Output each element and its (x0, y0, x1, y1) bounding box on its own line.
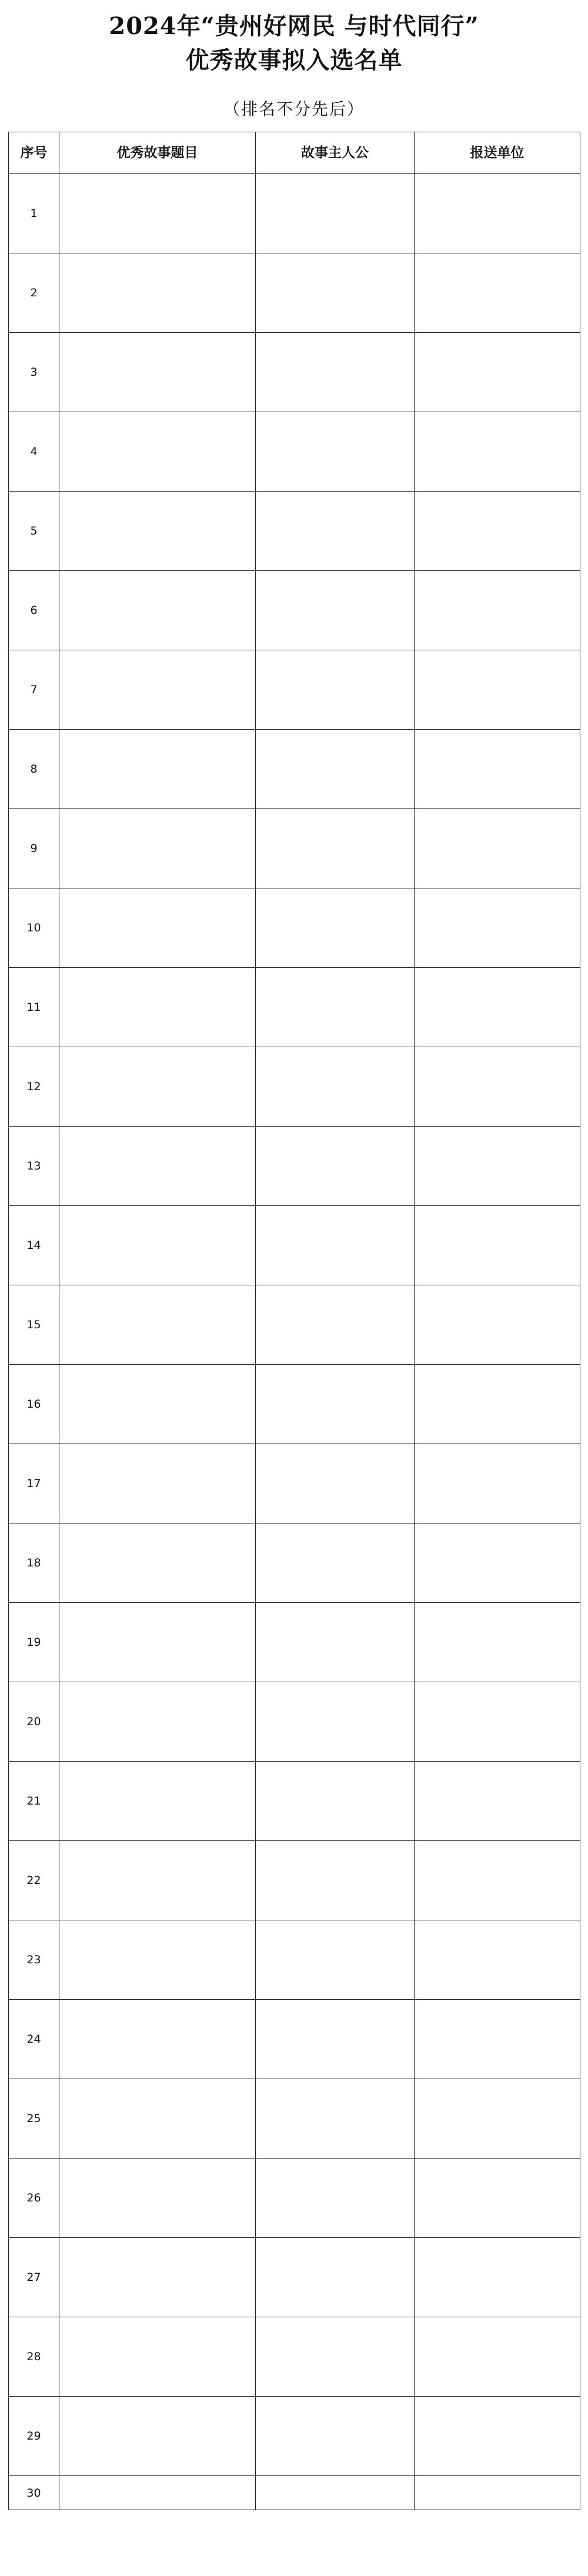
row-number: 29 (9, 2397, 59, 2476)
protagonist-cell (256, 1523, 415, 1603)
submitting-unit-cell (415, 1603, 580, 1682)
table-row (9, 1365, 580, 1444)
submitting-unit-line (419, 362, 575, 382)
protagonist-cell (256, 1047, 415, 1127)
story-title-cell (59, 2397, 256, 2476)
submitting-unit-cell (415, 2397, 580, 2476)
submitting-unit-line (419, 1950, 575, 1970)
submitting-unit-line (419, 1394, 575, 1414)
submitting-unit-cell (415, 1285, 580, 1365)
submitting-unit-cell (415, 650, 580, 730)
protagonist-line (260, 1553, 409, 1573)
protagonist-cell (256, 809, 415, 888)
story-title-line (64, 928, 250, 948)
story-title-cell (59, 1206, 256, 1285)
submitting-unit-line (419, 1632, 575, 1652)
row-number: 9 (9, 809, 59, 888)
protagonist-line (260, 2188, 409, 2208)
story-title-line (64, 352, 250, 372)
row-number: 20 (9, 1682, 59, 1762)
table-row (9, 1682, 580, 1762)
story-title-line (64, 1880, 250, 1900)
protagonist-line (260, 203, 409, 223)
submitting-unit-cell (415, 2238, 580, 2317)
header-submitting-unit: 报送单位 (415, 132, 580, 174)
row-number: 6 (9, 571, 59, 650)
page-title-line-1: 2024年“贵州好网民 与时代同行” (109, 12, 479, 40)
submitting-unit-line (419, 1553, 575, 1573)
protagonist-line (260, 2109, 409, 2129)
protagonist-line (260, 2483, 409, 2503)
protagonist-line (260, 1077, 409, 1097)
table-row (9, 2159, 580, 2238)
submitting-unit-line (419, 2109, 575, 2129)
protagonist-line (260, 1712, 409, 1732)
row-number: 4 (9, 412, 59, 492)
table-row (9, 2000, 580, 2079)
story-title-cell (59, 571, 256, 650)
submitting-unit-line (419, 1870, 575, 1890)
submitting-unit-cell (415, 571, 580, 650)
table-row (9, 412, 580, 492)
story-title-cell (59, 1444, 256, 1523)
story-title-line (64, 1166, 250, 1186)
submitting-unit-cell (415, 2079, 580, 2159)
protagonist-cell (256, 650, 415, 730)
row-number: 27 (9, 2238, 59, 2317)
table-row (9, 1127, 580, 1206)
submitting-unit-cell (415, 2159, 580, 2238)
protagonist-cell (256, 174, 415, 253)
story-title-cell (59, 1285, 256, 1365)
story-title-line (64, 1384, 250, 1404)
story-title-line (64, 2119, 250, 2139)
table-row (9, 571, 580, 650)
protagonist-cell (256, 888, 415, 968)
submitting-unit-line (419, 600, 575, 620)
story-title-line (64, 2337, 250, 2357)
protagonist-line (260, 759, 409, 779)
story-title-line (64, 2198, 250, 2218)
story-title-line (64, 531, 250, 551)
protagonist-cell (256, 2000, 415, 2079)
protagonist-cell (256, 730, 415, 809)
row-number: 21 (9, 1762, 59, 1841)
submitting-unit-line (419, 1077, 575, 1097)
protagonist-cell (256, 1682, 415, 1762)
story-title-line (64, 1087, 250, 1107)
story-title-cell (59, 2159, 256, 2238)
protagonist-line (260, 997, 409, 1017)
story-title-cell (59, 730, 256, 809)
story-title-line (64, 769, 250, 789)
submitting-unit-cell (415, 1841, 580, 1920)
protagonist-line (260, 2029, 409, 2049)
submitting-unit-cell (415, 1365, 580, 1444)
submitting-unit-cell (415, 888, 580, 968)
story-title-line (64, 293, 250, 313)
story-title-line (64, 1007, 250, 1027)
protagonist-line (260, 283, 409, 303)
table-row (9, 492, 580, 571)
submitting-unit-line (419, 2483, 575, 2503)
story-title-line (64, 1960, 250, 1980)
story-title-cell (59, 2079, 256, 2159)
story-title-line (64, 670, 250, 690)
story-title-line (64, 1464, 250, 1484)
row-number: 17 (9, 1444, 59, 1523)
table-body (9, 174, 580, 2510)
submitting-unit-cell (415, 1920, 580, 2000)
story-title-line (64, 1225, 250, 1245)
header-story-title: 优秀故事题目 (59, 132, 256, 174)
protagonist-line (260, 2426, 409, 2446)
table-row (9, 1841, 580, 1920)
protagonist-cell (256, 492, 415, 571)
protagonist-line (260, 1870, 409, 1890)
protagonist-line (260, 362, 409, 382)
story-title-cell (59, 2317, 256, 2397)
submitting-unit-line (419, 283, 575, 303)
protagonist-cell (256, 1206, 415, 1285)
story-title-cell (59, 253, 256, 333)
protagonist-cell (256, 1603, 415, 1682)
story-title-cell (59, 968, 256, 1047)
story-title-cell (59, 650, 256, 730)
table-row (9, 809, 580, 888)
submitting-unit-cell (415, 1206, 580, 1285)
story-title-line (64, 2483, 250, 2503)
table-row (9, 2397, 580, 2476)
story-title-line (64, 213, 250, 233)
story-title-line (64, 1484, 250, 1503)
table-row (9, 1920, 580, 2000)
protagonist-cell (256, 2238, 415, 2317)
story-title-cell (59, 1047, 256, 1127)
protagonist-line (260, 680, 409, 700)
story-title-line (64, 2416, 250, 2436)
protagonist-cell (256, 2159, 415, 2238)
protagonist-line (260, 1315, 409, 1335)
story-title-cell (59, 1127, 256, 1206)
row-number: 16 (9, 1365, 59, 1444)
protagonist-line (260, 521, 409, 541)
submitting-unit-line (419, 1712, 575, 1732)
story-title-cell (59, 1365, 256, 1444)
story-title-line (64, 273, 250, 293)
submitting-unit-line (419, 1235, 575, 1255)
protagonist-cell (256, 1920, 415, 2000)
submitting-unit-cell (415, 1682, 580, 1762)
protagonist-line (260, 1474, 409, 1494)
story-title-cell (59, 2238, 256, 2317)
story-title-cell (59, 174, 256, 253)
protagonist-line (260, 600, 409, 620)
protagonist-cell (256, 2317, 415, 2397)
story-title-cell (59, 1920, 256, 2000)
protagonist-cell (256, 2079, 415, 2159)
story-title-line (64, 193, 250, 213)
title-block (8, 0, 580, 78)
story-title-line (64, 2257, 250, 2277)
story-title-line (64, 1702, 250, 1722)
story-title-line (64, 610, 250, 630)
table-row (9, 1523, 580, 1603)
row-number: 2 (9, 253, 59, 333)
protagonist-line (260, 838, 409, 858)
submitting-unit-line (419, 1315, 575, 1335)
story-title-line (64, 2436, 250, 2456)
row-number: 13 (9, 1127, 59, 1206)
table-row (9, 174, 580, 253)
story-list-table (8, 132, 580, 2510)
story-title-line (64, 2178, 250, 2198)
table-row (9, 888, 580, 968)
story-title-line (64, 2039, 250, 2059)
story-title-line (64, 848, 250, 868)
story-title-line (64, 1722, 250, 1742)
story-title-cell (59, 1523, 256, 1603)
protagonist-cell (256, 968, 415, 1047)
row-number: 5 (9, 492, 59, 571)
submitting-unit-cell (415, 333, 580, 412)
story-title-line (64, 432, 250, 452)
story-title-line (64, 1622, 250, 1642)
story-title-cell (59, 809, 256, 888)
story-title-cell (59, 888, 256, 968)
story-title-cell (59, 1762, 256, 1841)
submitting-unit-line (419, 2426, 575, 2446)
protagonist-line (260, 442, 409, 462)
story-title-line (64, 1940, 250, 1960)
story-title-line (64, 2357, 250, 2377)
submitting-unit-cell (415, 1523, 580, 1603)
story-title-line (64, 1860, 250, 1880)
story-title-line (64, 749, 250, 769)
row-number: 1 (9, 174, 59, 253)
story-title-line (64, 511, 250, 531)
table-row (9, 1047, 580, 1127)
table-row (9, 2238, 580, 2317)
story-title-line (64, 1305, 250, 1325)
table-row (9, 2476, 580, 2510)
story-title-line (64, 1563, 250, 1583)
row-number: 8 (9, 730, 59, 809)
protagonist-line (260, 918, 409, 938)
protagonist-line (260, 1791, 409, 1811)
submitting-unit-line (419, 1156, 575, 1176)
story-title-line (64, 590, 250, 610)
submitting-unit-line (419, 1791, 575, 1811)
story-title-line (64, 2277, 250, 2297)
row-number: 24 (9, 2000, 59, 2079)
table-row (9, 333, 580, 412)
story-title-cell (59, 1603, 256, 1682)
table-row (9, 968, 580, 1047)
submitting-unit-line (419, 2029, 575, 2049)
story-title-cell (59, 492, 256, 571)
protagonist-cell (256, 2397, 415, 2476)
row-number: 25 (9, 2079, 59, 2159)
story-title-line (64, 1801, 250, 1821)
row-number: 28 (9, 2317, 59, 2397)
row-number: 22 (9, 1841, 59, 1920)
submitting-unit-line (419, 442, 575, 462)
protagonist-line (260, 2267, 409, 2287)
table-row (9, 730, 580, 809)
row-number: 11 (9, 968, 59, 1047)
protagonist-line (260, 1950, 409, 1970)
submitting-unit-line (419, 759, 575, 779)
story-title-cell (59, 333, 256, 412)
story-title-cell (59, 2000, 256, 2079)
submitting-unit-cell (415, 1047, 580, 1127)
row-number: 18 (9, 1523, 59, 1603)
story-title-line (64, 1146, 250, 1166)
protagonist-cell (256, 333, 415, 412)
story-title-line (64, 987, 250, 1007)
submitting-unit-cell (415, 1762, 580, 1841)
protagonist-cell (256, 571, 415, 650)
submitting-unit-cell (415, 2476, 580, 2510)
row-number: 10 (9, 888, 59, 968)
table-row (9, 2317, 580, 2397)
submitting-unit-cell (415, 2000, 580, 2079)
protagonist-cell (256, 1762, 415, 1841)
table-row (9, 1444, 580, 1523)
ranking-note: （排名不分先后） (223, 99, 365, 119)
protagonist-cell (256, 1365, 415, 1444)
submitting-unit-line (419, 2188, 575, 2208)
submitting-unit-cell (415, 412, 580, 492)
story-title-cell (59, 412, 256, 492)
story-title-line (64, 1781, 250, 1801)
table-row (9, 1206, 580, 1285)
story-title-line (64, 1325, 250, 1345)
submitting-unit-line (419, 2267, 575, 2287)
table-row (9, 2079, 580, 2159)
submitting-unit-line (419, 203, 575, 223)
row-number: 30 (9, 2476, 59, 2510)
story-title-line (64, 690, 250, 710)
story-title-line (64, 2099, 250, 2119)
protagonist-line (260, 1632, 409, 1652)
story-title-cell (59, 1841, 256, 1920)
story-title-line (64, 828, 250, 848)
story-title-line (64, 1543, 250, 1563)
row-number: 26 (9, 2159, 59, 2238)
table-row (9, 650, 580, 730)
protagonist-line (260, 1156, 409, 1176)
story-title-line (64, 908, 250, 928)
table-row (9, 1762, 580, 1841)
table-row (9, 1285, 580, 1365)
story-title-line (64, 1642, 250, 1662)
protagonist-cell (256, 1841, 415, 1920)
row-number: 3 (9, 333, 59, 412)
story-title-line (64, 372, 250, 392)
row-number: 14 (9, 1206, 59, 1285)
submitting-unit-cell (415, 253, 580, 333)
story-title-line (64, 1245, 250, 1265)
submitting-unit-cell (415, 968, 580, 1047)
protagonist-cell (256, 1127, 415, 1206)
submitting-unit-cell (415, 174, 580, 253)
story-title-cell (59, 1682, 256, 1762)
submitting-unit-line (419, 997, 575, 1017)
protagonist-cell (256, 253, 415, 333)
submitting-unit-cell (415, 730, 580, 809)
row-number: 19 (9, 1603, 59, 1682)
story-title-line (64, 452, 250, 472)
submitting-unit-cell (415, 1127, 580, 1206)
protagonist-line (260, 1394, 409, 1414)
protagonist-cell (256, 412, 415, 492)
table-row (9, 253, 580, 333)
submitting-unit-line (419, 838, 575, 858)
protagonist-cell (256, 1444, 415, 1523)
submitting-unit-line (419, 1474, 575, 1494)
table-header-row (9, 132, 580, 174)
submitting-unit-cell (415, 1444, 580, 1523)
protagonist-cell (256, 2476, 415, 2510)
protagonist-cell (256, 1285, 415, 1365)
header-number: 序号 (9, 132, 59, 174)
submitting-unit-cell (415, 809, 580, 888)
protagonist-line (260, 2347, 409, 2367)
row-number: 15 (9, 1285, 59, 1365)
page-title-line-2: 优秀故事拟入选名单 (185, 46, 403, 74)
submitting-unit-line (419, 680, 575, 700)
submitting-unit-line (419, 521, 575, 541)
row-number: 7 (9, 650, 59, 730)
story-title-line (64, 1067, 250, 1087)
row-number: 12 (9, 1047, 59, 1127)
row-number: 23 (9, 1920, 59, 2000)
submitting-unit-line (419, 918, 575, 938)
story-title-cell (59, 2476, 256, 2510)
story-title-line (64, 2019, 250, 2039)
table-header (9, 132, 580, 174)
protagonist-line (260, 1235, 409, 1255)
submitting-unit-cell (415, 492, 580, 571)
header-protagonist: 故事主人公 (256, 132, 415, 174)
table-row (9, 1603, 580, 1682)
submitting-unit-line (419, 2347, 575, 2367)
story-title-line (64, 1404, 250, 1424)
submitting-unit-cell (415, 2317, 580, 2397)
